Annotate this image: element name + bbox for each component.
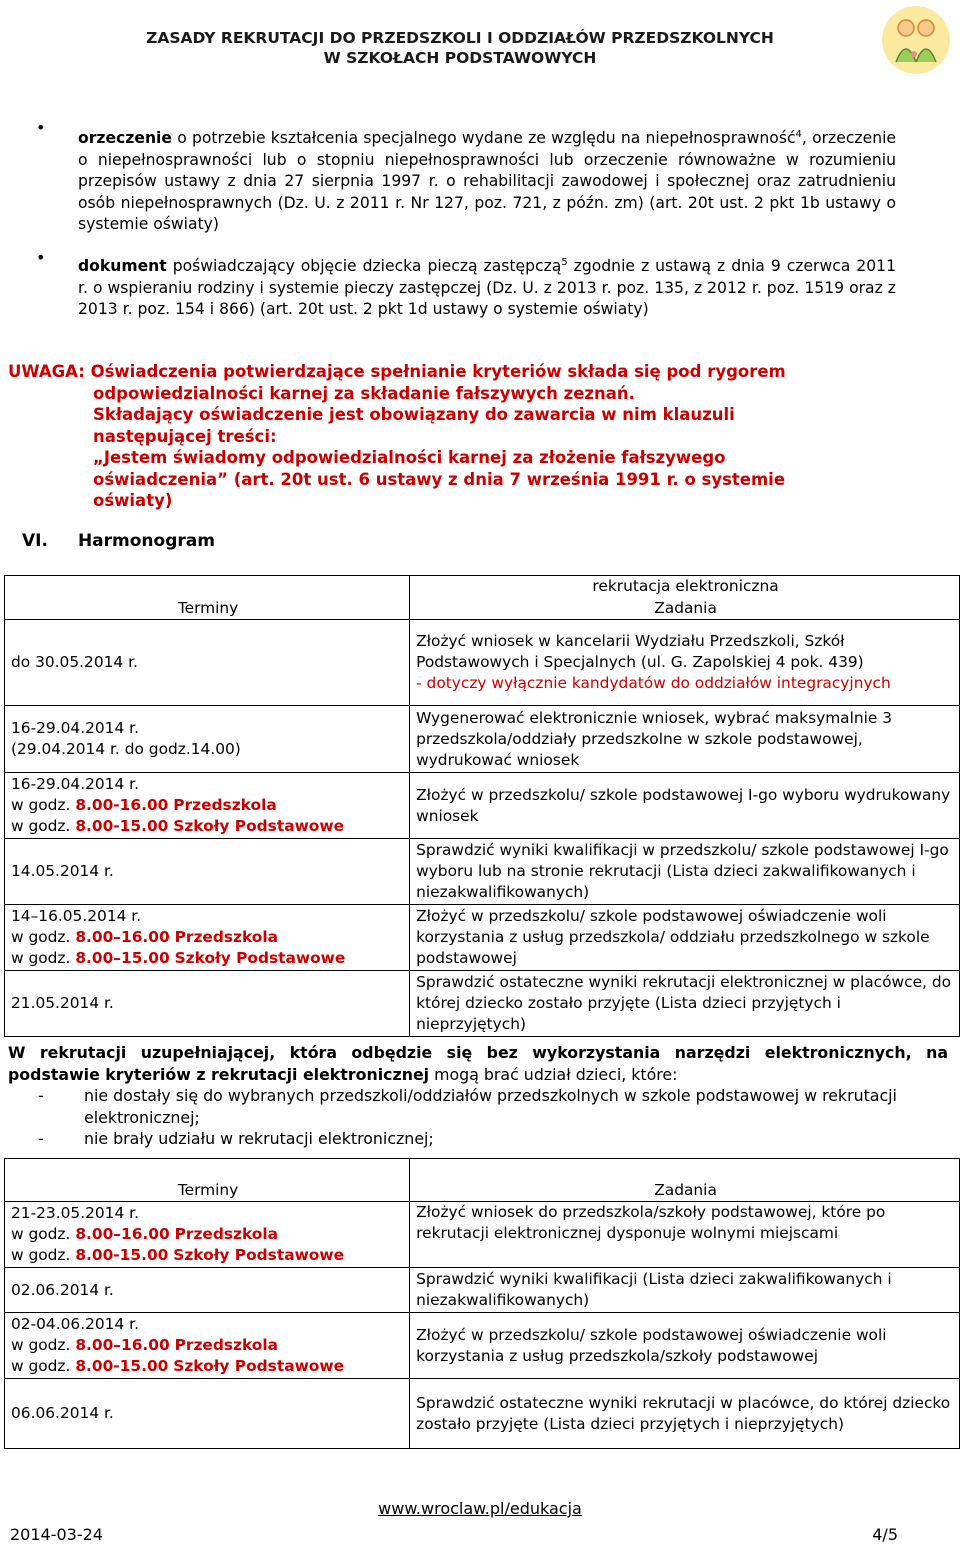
task-note: - dotyczy wyłącznie kandydatów do oddziałów integracyjnych bbox=[416, 674, 891, 692]
hours-label: w godz. bbox=[11, 1336, 71, 1354]
table-row bbox=[5, 1268, 960, 1313]
task-cell: Sprawdzić wyniki kwalifikacji (Lista dzieci zakwalifikowanych i niezakwalifikowanych) bbox=[410, 1268, 960, 1313]
table-row bbox=[5, 971, 960, 1037]
col-header-tasks: Zadania bbox=[410, 1159, 960, 1202]
term-date: 16-29.04.2014 r. bbox=[11, 775, 139, 793]
term-cell: do 30.05.2014 r. bbox=[5, 620, 410, 706]
header-line-1: ZASADY REKRUTACJI DO PRZEDSZKOLI I ODDZIAŁÓW PRZEDSZKOLNYCH bbox=[146, 29, 774, 47]
task-cell: Sprawdzić ostateczne wyniki rekrutacji elektronicznej w placówce, do której dziecko zostało przyjęte (Lista dzieci przyjętych i nieprzyjętych) bbox=[410, 971, 960, 1037]
list-item bbox=[8, 1085, 948, 1128]
task-cell: Złożyć wniosek do przedszkola/szkoły podstawowej, które po rekrutacji elektronicznej dysponuje wolnymi miejscami bbox=[410, 1202, 960, 1268]
page-header bbox=[60, 28, 860, 68]
term-date: 21-23.05.2014 r. bbox=[11, 1204, 139, 1222]
table-row bbox=[5, 839, 960, 905]
hours-value: 8.00–16.00 bbox=[75, 928, 170, 946]
task-cell: Wygenerować elektronicznie wniosek, wybrać maksymalnie 3 przedszkola/oddziały przedszkolne w szkole podstawowej, wydrukować wniosek bbox=[410, 706, 960, 773]
institution-type: Przedszkola bbox=[174, 1225, 279, 1243]
term-date-note: (29.04.2014 r. do godz.14.00) bbox=[11, 740, 241, 758]
header-line-2: W SZKOŁACH PODSTAWOWYCH bbox=[323, 49, 597, 67]
bullet-text: , orzeczenie o niepełnosprawności lub o stopniu niepełnosprawności lub orzeczenie równoważne w rozumieniu przepisów ustawy z dnia 27 sierpnia 1997 r. o rehabilitacji zawodowej i społecznej oraz zatrudnieniu osób niepełnosprawnych (Dz. U. z 2011 r. Nr 127, poz. 721, z późn. zm) (art. 20t ust. 2 pkt 1b ustawy o systemie oświaty) bbox=[78, 129, 896, 234]
institution-type: Szkoły Podstawowe bbox=[173, 1357, 345, 1375]
task-cell bbox=[410, 620, 960, 706]
schedule-table-electronic bbox=[4, 575, 960, 1037]
institution-type: Szkoły Podstawowe bbox=[173, 1246, 345, 1264]
footnote-ref: 5 bbox=[561, 257, 568, 268]
table-row bbox=[5, 1379, 960, 1449]
warning-line: Składający oświadczenie jest obowiązany do zawarcia w nim klauzuli bbox=[93, 405, 735, 424]
task-text: Złożyć wniosek w kancelarii Wydziału Przedszkoli, Szkół Podstawowych i Specjalnych (ul. G. Zapolskiej 4 pok. 439) bbox=[416, 632, 864, 671]
bullet-text: poświadczający objęcie dziecka pieczą zastępczą bbox=[166, 257, 562, 276]
bullet-text: o potrzebie kształcenia specjalnego wydane ze względu na niepełnosprawność bbox=[171, 129, 796, 148]
col-header-tasks: Zadania bbox=[410, 598, 960, 620]
task-cell: Złożyć w przedszkolu/ szkole podstawowej oświadczenie woli korzystania z usług przedszkola/szkoły podstawowej bbox=[410, 1313, 960, 1379]
term-cell: 02.06.2014 r. bbox=[5, 1268, 410, 1313]
list-item bbox=[8, 1128, 948, 1150]
institution-type: Przedszkola bbox=[174, 1336, 279, 1354]
hours-label: w godz. bbox=[11, 817, 71, 835]
institution-type: Szkoły Podstawowe bbox=[173, 817, 345, 835]
term-cell: 14.05.2014 r. bbox=[5, 839, 410, 905]
term-cell bbox=[5, 773, 410, 839]
hours-value: 8.00-16.00 bbox=[75, 796, 169, 814]
table-row bbox=[5, 773, 960, 839]
warning-line: następującej treści: bbox=[93, 426, 277, 446]
footer-link-container bbox=[0, 1499, 960, 1518]
page-number: 4/5 bbox=[872, 1525, 898, 1544]
term-cell bbox=[5, 1313, 410, 1379]
bullet-lead: orzeczenie bbox=[78, 129, 172, 148]
section-number: VI. bbox=[22, 531, 48, 551]
hours-label: w godz. bbox=[11, 949, 71, 967]
hours-label: w godz. bbox=[11, 1357, 71, 1375]
hours-label: w godz. bbox=[11, 1225, 71, 1243]
warning-line: oświaty) bbox=[93, 491, 173, 510]
dash-mark: - bbox=[38, 1086, 44, 1105]
col-header-terms: Terminy bbox=[5, 1159, 410, 1202]
children-logo-icon bbox=[880, 4, 952, 76]
bullet-dokument bbox=[78, 252, 896, 321]
task-cell: Sprawdzić wyniki kwalifikacji w przedszkolu/ szkole podstawowej I-go wyboru lub na stronie rekrutacji (Lista dzieci zakwalifikowanych i niezakwalifikowanych) bbox=[410, 839, 960, 905]
term-date: 14–16.05.2014 r. bbox=[11, 907, 142, 925]
info-text: mogą brać udział dzieci, które: bbox=[429, 1064, 678, 1084]
hours-label: w godz. bbox=[11, 796, 71, 814]
hours-value: 8.00–15.00 bbox=[75, 949, 170, 967]
term-date: 02-04.06.2014 r. bbox=[11, 1315, 139, 1333]
term-cell bbox=[5, 1202, 410, 1268]
bullet-dot: • bbox=[36, 118, 46, 137]
section-heading bbox=[22, 531, 215, 551]
list-item-text: nie brały udziału w rekrutacji elektronicznej; bbox=[84, 1129, 434, 1148]
warning-line: „Jestem świadomy odpowiedzialności karnej za złożenie fałszywego bbox=[93, 448, 726, 467]
term-cell: 06.06.2014 r. bbox=[5, 1379, 410, 1449]
warning-block bbox=[8, 361, 908, 512]
hours-value: 8.00-15.00 bbox=[75, 1246, 169, 1264]
supplementary-info bbox=[8, 1042, 948, 1150]
schedule-table-supplementary bbox=[4, 1158, 960, 1449]
hours-value: 8.00-15.00 bbox=[75, 1357, 169, 1375]
hours-value: 8.00–16.00 bbox=[75, 1336, 170, 1354]
bullet-lead: dokument bbox=[78, 257, 167, 276]
hours-label: w godz. bbox=[11, 928, 71, 946]
col-header-terms: Terminy bbox=[5, 598, 410, 620]
term-cell bbox=[5, 706, 410, 773]
term-cell: 21.05.2014 r. bbox=[5, 971, 410, 1037]
task-cell: Złożyć w przedszkolu/ szkole podstawowej I-go wyboru wydrukowany wniosek bbox=[410, 773, 960, 839]
hours-label: w godz. bbox=[11, 1246, 71, 1264]
footer-date: 2014-03-24 bbox=[10, 1525, 103, 1544]
section-title: Harmonogram bbox=[77, 531, 215, 551]
term-cell bbox=[5, 905, 410, 971]
footnote-ref: 4 bbox=[795, 129, 802, 140]
bullet-text: zgodnie z ustawą z dnia 9 czerwca 2011 r. o wspieraniu rodziny i systemie pieczy zastępczej (Dz. U. z 2013 r. poz. 135, z 2012 r. poz. 1519 oraz z 2013 r. poz. 154 i 866) (art. 20t ust. 2 pkt 1d ustawy o systemie oświaty) bbox=[78, 257, 896, 319]
warning-line: oświadczenia” (art. 20t ust. 6 ustawy z dnia 7 września 1991 r. o systemie bbox=[93, 469, 786, 489]
institution-type: Przedszkola bbox=[173, 796, 277, 814]
term-date: 16-29.04.2014 r. bbox=[11, 719, 139, 737]
warning-line: UWAGA: Oświadczenia potwierdzające spełnianie kryteriów składa się pod rygorem bbox=[8, 362, 786, 381]
table-caption: rekrutacja elektroniczna bbox=[410, 576, 960, 598]
bullet-dot: • bbox=[36, 248, 46, 267]
list-item-text: nie dostały się do wybranych przedszkoli/oddziałów przedszkolnych w szkole podstawowej w rekrutacji elektronicznej; bbox=[84, 1086, 897, 1127]
dash-mark: - bbox=[38, 1129, 44, 1148]
hours-value: 8.00-15.00 bbox=[75, 817, 169, 835]
table-row bbox=[5, 1313, 960, 1379]
task-cell: Sprawdzić ostateczne wyniki rekrutacji w placówce, do której dziecko zostało przyjęte (Lista dzieci przyjętych i nieprzyjętych) bbox=[410, 1379, 960, 1449]
table-row bbox=[5, 706, 960, 773]
bullet-orzeczenie bbox=[78, 124, 896, 236]
table-row bbox=[5, 905, 960, 971]
hours-value: 8.00–16.00 bbox=[75, 1225, 170, 1243]
footer-link[interactable]: www.wroclaw.pl/edukacja bbox=[378, 1499, 582, 1518]
institution-type: Szkoły Podstawowe bbox=[174, 949, 346, 967]
warning-line: odpowiedzialności karnej za składanie fałszywych zeznań. bbox=[93, 383, 635, 403]
task-cell: Złożyć w przedszkolu/ szkole podstawowej oświadczenie woli korzystania z usług przedszkola/ oddziału przedszkolnego w szkole podstawowej bbox=[410, 905, 960, 971]
info-bold: W rekrutacji uzupełniającej, która odbędzie się bez wykorzystania narzędzi elektronicznych, na podstawie kryteriów z rekrutacji elektronicznej bbox=[8, 1043, 948, 1084]
table-row bbox=[5, 1202, 960, 1268]
table-row bbox=[5, 620, 960, 706]
institution-type: Przedszkola bbox=[174, 928, 279, 946]
